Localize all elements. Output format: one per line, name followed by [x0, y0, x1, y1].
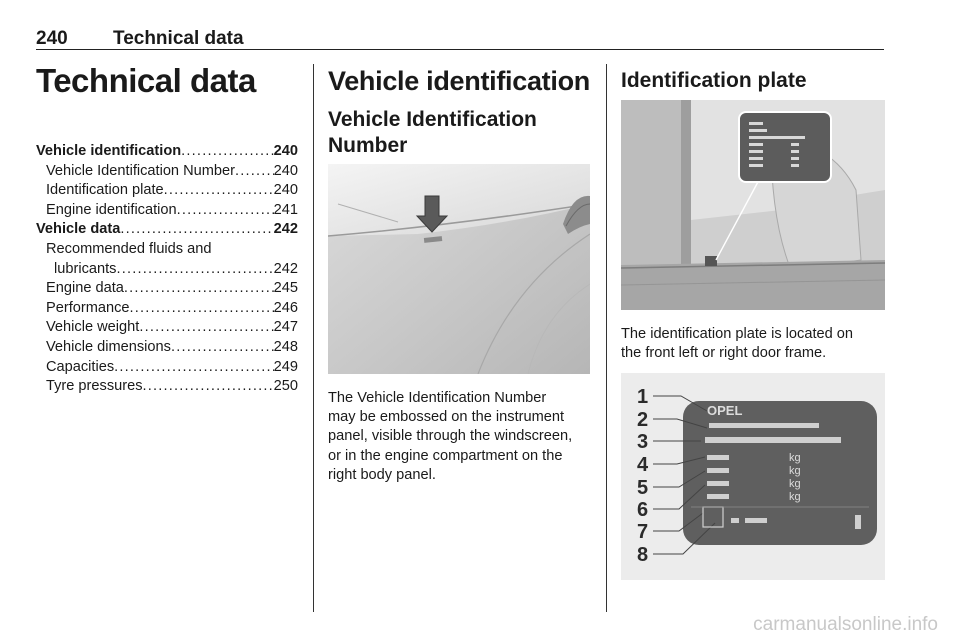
toc-entry[interactable]: Vehicle dimensions ..... 248 [36, 338, 298, 358]
site-watermark: carmanualsonline.info [753, 614, 938, 635]
callout-label: 2 [637, 409, 649, 431]
callout-label: 7 [637, 521, 649, 543]
chapter-title: Technical data [36, 62, 256, 99]
identification-plate-diagram [621, 373, 885, 580]
toc-entry[interactable]: Performance ..... 246 [36, 299, 298, 319]
toc-entry[interactable]: lubricants ..... 242 [36, 260, 298, 280]
toc-entry[interactable]: Engine identification ..... 241 [36, 201, 298, 221]
plate-unit: kg [789, 491, 801, 503]
toc-entry[interactable]: Recommended fluids and [46, 240, 212, 257]
plate-unit: kg [789, 452, 801, 464]
toc-entry[interactable]: Vehicle identification ..... 240 [36, 142, 298, 162]
callout-label: 4 [637, 454, 649, 476]
toc-entry[interactable]: Engine data ..... 245 [36, 279, 298, 299]
plate-description: The identification plate is located on the front left or right door frame. [621, 326, 854, 362]
toc-entry[interactable]: Identification plate ..... 240 [36, 181, 298, 201]
callout-label: 8 [637, 544, 649, 566]
callout-label: 6 [637, 499, 649, 521]
callout-label: 3 [637, 431, 649, 453]
subsection-title: Vehicle Identification Number [328, 108, 537, 157]
plate-location-illustration [621, 100, 885, 310]
column-divider-left [313, 64, 314, 612]
plate-unit: kg [789, 465, 801, 477]
callout-label: 1 [637, 386, 649, 408]
table-of-contents [36, 142, 298, 397]
toc-entry[interactable]: Capacities ..... 249 [36, 358, 298, 378]
callout-label: 5 [637, 477, 649, 499]
toc-entry[interactable]: Tyre pressures ..... 250 [36, 377, 298, 397]
running-header-title: Technical data [113, 28, 244, 49]
toc-entry[interactable]: Vehicle data ..... 242 [36, 220, 298, 240]
section-title: Identification plate [621, 69, 807, 92]
header-rule [36, 49, 884, 50]
section-title: Vehicle identification [328, 66, 590, 96]
vin-location-illustration [328, 164, 590, 374]
toc-entry[interactable]: Vehicle weight ..... 247 [36, 318, 298, 338]
vin-description: The Vehicle Identification Number may be embossed on the instrument panel, visible through the windscreen, or in the engine compartment on the right body panel. [328, 390, 573, 483]
plate-brand: OPEL [707, 403, 743, 418]
column-divider-right [606, 64, 607, 612]
page-number: 240 [36, 28, 68, 49]
toc-entry[interactable]: Vehicle Identification Number ..... 240 [36, 162, 298, 182]
plate-unit: kg [789, 478, 801, 490]
